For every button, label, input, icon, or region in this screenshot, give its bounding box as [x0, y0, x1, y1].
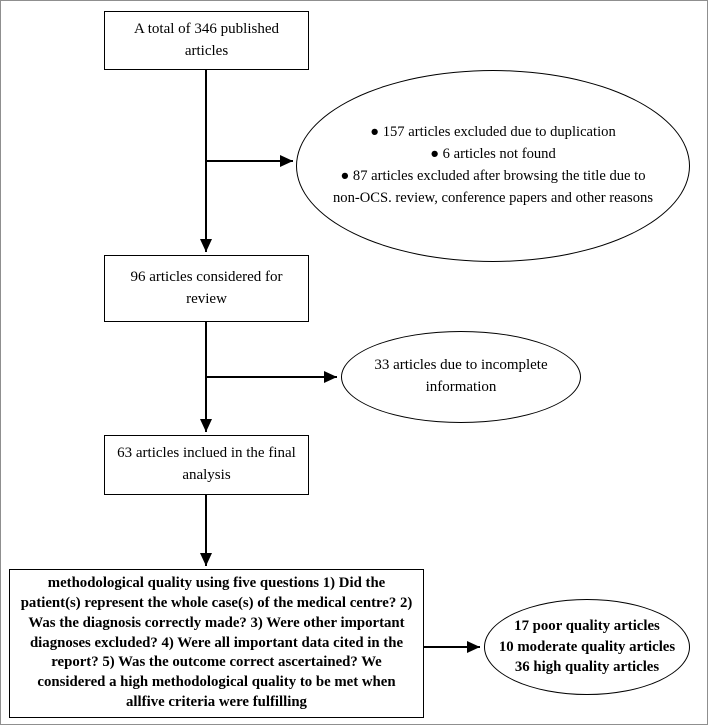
box-final-analysis [104, 435, 309, 495]
box-total-articles [104, 11, 309, 70]
ellipse-quality-results [484, 599, 690, 695]
box-considered-for-review-text: 96 articles considered for review [130, 268, 283, 307]
ellipse-incomplete-information [341, 331, 581, 423]
box-considered-for-review [104, 255, 309, 322]
ellipse-incomplete-information-text: 33 articles due to incomplete information [374, 357, 548, 395]
quality-result-item: 10 moderate quality articles [498, 638, 676, 655]
box-methodological-quality-text: methodological quality using five questions 1) Did the patient(s) represent the whole case(s) of the medical centre? 2) Was the diagnosis correctly made? 3) Were other important diagnoses excluded? 4) Were all important data cited in the report? 5) Was the outcome correct ascertained? We considered a high methodological quality to be met when allfive criteria were fulfilling [20, 575, 413, 711]
ellipse-quality-results-list [495, 616, 679, 678]
ellipse-excluded-articles-list [327, 122, 659, 210]
excluded-item: ● 87 articles excluded after browsing the title due to non-OCS. review, conference papers and other reasons [333, 168, 653, 206]
excluded-item: ● 157 articles excluded due to duplication [370, 124, 616, 141]
quality-result-item: 36 high quality articles [514, 659, 660, 676]
excluded-item: ● 6 articles not found [430, 146, 556, 163]
box-methodological-quality [9, 569, 424, 718]
quality-result-item: 17 poor quality articles [514, 617, 660, 634]
box-total-articles-text: A total of 346 published articles [134, 20, 279, 59]
box-final-analysis-text: 63 articles inclued in the final analysis [117, 445, 296, 483]
ellipse-excluded-articles [296, 70, 690, 262]
